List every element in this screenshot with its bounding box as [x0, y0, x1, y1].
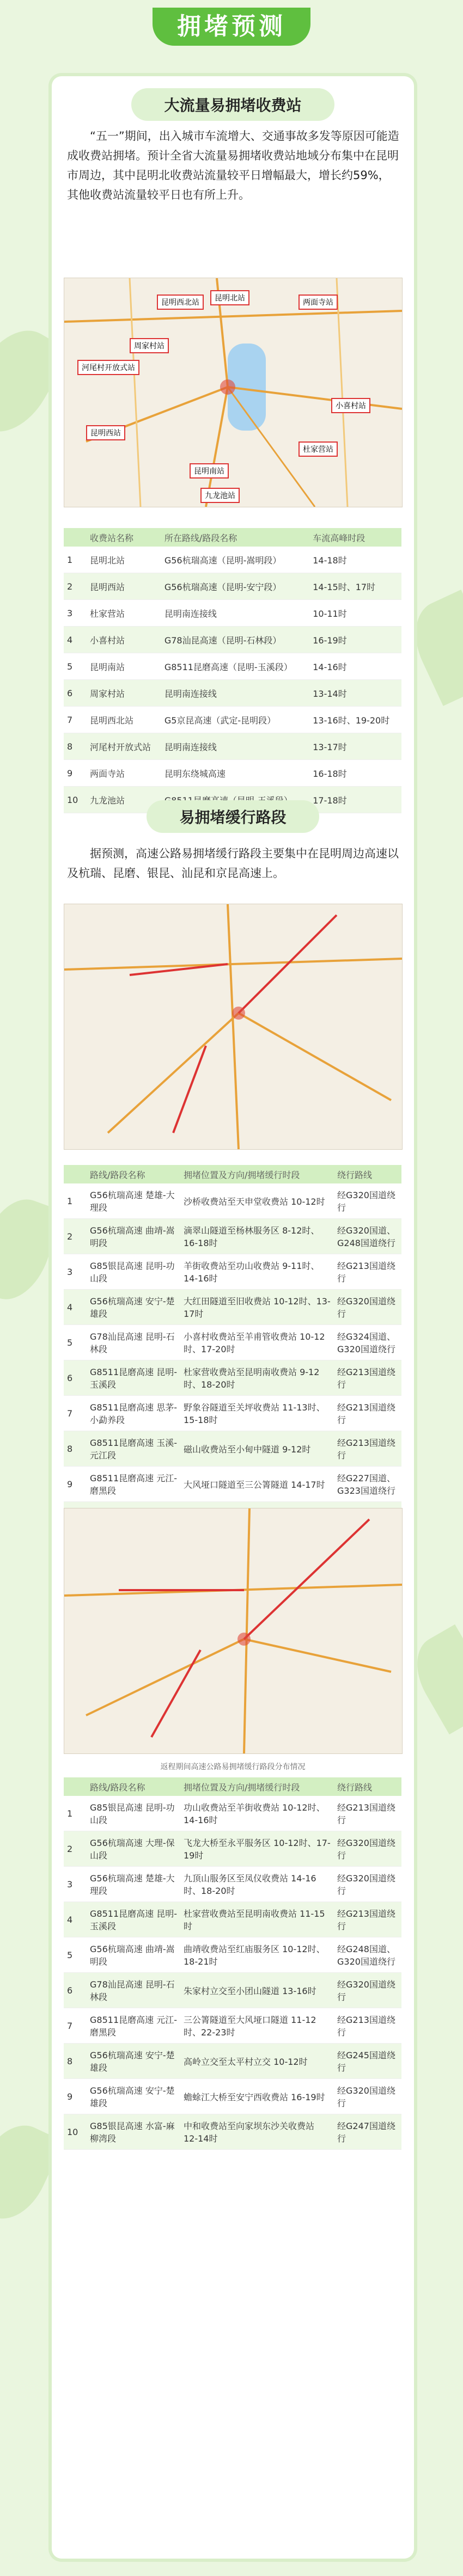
table-cell: 羊街收费站至功山收费站 9-11时、14-16时 — [180, 1254, 334, 1290]
table-cell: 野象谷隧道至关坪收费站 11-13时、15-18时 — [180, 1396, 334, 1431]
table-cell: 经G213国道绕行 — [334, 1796, 401, 1831]
table-cell: 河尾村开放式站 — [87, 733, 161, 760]
table-cell: 大红田隧道至旧收费站 10-12时、13-17时 — [180, 1290, 334, 1325]
table-cell: G8511昆磨高速（昆明-玉溪段） — [161, 653, 309, 680]
table-row — [64, 733, 401, 760]
table-cell: G56杭瑞高速 曲靖-嵩明段 — [87, 1937, 180, 1973]
table-cell: G85银昆高速 昆明-功山段 — [87, 1796, 180, 1831]
table-cell: 3 — [64, 1867, 87, 1902]
table-cell: G56杭瑞高速（昆明-嵩明段） — [161, 547, 309, 573]
table-row — [64, 1290, 401, 1325]
table-row — [64, 1831, 401, 1867]
map-label-8: 昆明南站 — [190, 463, 229, 479]
table-cell: 经G213国道绕行 — [334, 1431, 401, 1467]
table-cell: 蟾蜍江大桥至安宁西收费站 16-19时 — [180, 2079, 334, 2114]
map-label-2: 昆明西站 — [86, 425, 125, 440]
col-header: 路线/路段名称 — [87, 1165, 180, 1183]
table-cell: 7 — [64, 707, 87, 733]
table-cell: 经G227国道、G323国道绕行 — [334, 1467, 401, 1502]
table-cell: 经G320国道绕行 — [334, 2079, 401, 2114]
col-header: 绕行路线 — [334, 1165, 401, 1183]
table-cell: 昆明东绕城高速 — [161, 760, 309, 787]
table-cell: 13-17时 — [309, 733, 401, 760]
table-cell: 7 — [64, 1396, 87, 1431]
table-cell: 昆明南站 — [87, 653, 161, 680]
table-cell: G78汕昆高速 昆明-石林段 — [87, 1325, 180, 1360]
table-cell: 9 — [64, 2079, 87, 2114]
section-title-congested-roads — [52, 800, 414, 833]
table-row — [64, 2079, 401, 2114]
table-cell: 沙桥收费站至天申堂收费站 10-12时 — [180, 1183, 334, 1219]
section-title-text: 易拥堵缓行路段 — [147, 800, 319, 833]
section-title-text: 大流量易拥堵收费站 — [131, 88, 334, 121]
table-cell: 经G245国道绕行 — [334, 2044, 401, 2079]
table-row — [64, 600, 401, 627]
table-cell: 10-11时 — [309, 600, 401, 627]
table-cell: 10 — [64, 787, 87, 813]
table-cell: 4 — [64, 1902, 87, 1937]
table-cell: 2 — [64, 1219, 87, 1254]
map-label-1: 昆明北站 — [210, 290, 249, 305]
table-cell: 经G320国道绕行 — [334, 1183, 401, 1219]
col-header: 拥堵位置及方向/拥堵缓行时段 — [180, 1777, 334, 1796]
table-cell: 5 — [64, 1937, 87, 1973]
table-cell: 小喜村站 — [87, 627, 161, 653]
table-cell: 高岭立交至太平村立交 10-12时 — [180, 2044, 334, 2079]
table-cell: G78汕昆高速（昆明-石林段） — [161, 627, 309, 653]
table-cell: G8511昆磨高速 昆明-玉溪段 — [87, 1360, 180, 1396]
page-title: 拥堵预测 — [153, 8, 310, 46]
table-cell: 昆明西北站 — [87, 707, 161, 733]
table-cell: 磁山收费站至小甸中隧道 9-12时 — [180, 1431, 334, 1467]
table-cell: 功山收费站至羊街收费站 10-12时、14-16时 — [180, 1796, 334, 1831]
map-drawing — [64, 278, 402, 507]
table-row — [64, 653, 401, 680]
table-cell: 杜家营站 — [87, 600, 161, 627]
table-cell: 昆明西站 — [87, 573, 161, 600]
table-header-row — [64, 1777, 401, 1796]
table-cell: 7 — [64, 2008, 87, 2044]
table-cell: 经G320国道、G248国道绕行 — [334, 1219, 401, 1254]
outbound-congestion-map — [64, 904, 403, 1150]
table-row — [64, 1467, 401, 1502]
table-cell: 5 — [64, 653, 87, 680]
table-cell: G56杭瑞高速 曲靖-嵩明段 — [87, 1219, 180, 1254]
table-cell: 9 — [64, 1467, 87, 1502]
map-label-7: 杜家营站 — [298, 441, 338, 457]
table-cell: 两面寺站 — [87, 760, 161, 787]
table-cell: G56杭瑞高速 安宁-楚雄段 — [87, 2044, 180, 2079]
table-row — [64, 627, 401, 653]
toll-station-map — [64, 278, 403, 507]
map-label-4: 周家村站 — [130, 338, 169, 353]
map-drawing — [64, 1508, 402, 1753]
map-label-10: 九龙池站 — [200, 488, 240, 503]
col-header: 所在路线/路段名称 — [161, 528, 309, 547]
table-row — [64, 547, 401, 573]
table-cell: 中和收费站至向家坝东沙关收费站 12-14时 — [180, 2114, 334, 2150]
table-cell: 经G320国道绕行 — [334, 1867, 401, 1902]
table-cell: G56杭瑞高速 楚雄-大理段 — [87, 1183, 180, 1219]
outbound-congestion-table — [64, 1165, 401, 1537]
col-header: 绕行路线 — [334, 1777, 401, 1796]
table-row — [64, 2008, 401, 2044]
table-row — [64, 1937, 401, 1973]
section-title-toll-stations — [52, 88, 414, 121]
table-cell: G8511昆磨高速 昆明-玉溪段 — [87, 1902, 180, 1937]
toll-station-table — [64, 528, 401, 813]
return-congestion-table — [64, 1777, 401, 2150]
return-congestion-map — [64, 1508, 403, 1754]
table-header-row — [64, 528, 401, 547]
table-cell: 经G320国道绕行 — [334, 1831, 401, 1867]
section2-paragraph: 据预测，高速公路易拥堵缓行路段主要集中在昆明周边高速以及杭瑞、昆磨、银昆、汕昆和京昆高速上。 — [67, 847, 399, 880]
table-cell: 8 — [64, 1431, 87, 1467]
table-cell: 经G320国道绕行 — [334, 1973, 401, 2008]
table-cell: 14-15时、17时 — [309, 573, 401, 600]
table-cell: 6 — [64, 1973, 87, 2008]
col-header: 路线/路段名称 — [87, 1777, 180, 1796]
table-row — [64, 573, 401, 600]
table-cell: 昆明南连接线 — [161, 733, 309, 760]
table-cell: G8511昆磨高速 玉溪-元江段 — [87, 1431, 180, 1467]
table-row — [64, 1973, 401, 2008]
table-cell: 三公箐隧道至大风垭口隧道 11-12时、22-23时 — [180, 2008, 334, 2044]
map-label-5: 河尾村开放式站 — [77, 360, 139, 375]
table-row — [64, 1325, 401, 1360]
table-cell: 10 — [64, 2114, 87, 2150]
table-row — [64, 760, 401, 787]
table-cell: 昆明南连接线 — [161, 680, 309, 707]
table-cell: 13-16时、19-20时 — [309, 707, 401, 733]
table-cell: 昆明南连接线 — [161, 600, 309, 627]
table-row — [64, 1902, 401, 1937]
table-row — [64, 1183, 401, 1219]
table-row — [64, 1431, 401, 1467]
col-header: 车流高峰时段 — [309, 528, 401, 547]
table-cell: 1 — [64, 1796, 87, 1831]
table-cell: 经G248国道、G320国道绕行 — [334, 1937, 401, 1973]
table-cell: 大风垭口隧道至三公箐隧道 14-17时 — [180, 1467, 334, 1502]
table-cell: 14-18时 — [309, 547, 401, 573]
table-row — [64, 680, 401, 707]
table-cell: 13-14时 — [309, 680, 401, 707]
table-cell: 9 — [64, 760, 87, 787]
table-row — [64, 1867, 401, 1902]
table-cell: G56杭瑞高速 楚雄-大理段 — [87, 1867, 180, 1902]
col-header: 收费站名称 — [87, 528, 161, 547]
table-row — [64, 1360, 401, 1396]
table-cell: G85银昆高速 昆明-功山段 — [87, 1254, 180, 1290]
table-cell: 杜家营收费站至昆明南收费站 9-12时、18-20时 — [180, 1360, 334, 1396]
table-cell: G56杭瑞高速 安宁-楚雄段 — [87, 2079, 180, 2114]
table-cell: 经G213国道绕行 — [334, 1902, 401, 1937]
table-cell: 1 — [64, 1183, 87, 1219]
map-label-3: 两面寺站 — [298, 295, 338, 310]
table-cell: 2 — [64, 1831, 87, 1867]
table-cell: 经G213国道绕行 — [334, 2008, 401, 2044]
table-cell: 8 — [64, 733, 87, 760]
map-label-9: 昆明西北站 — [157, 295, 204, 310]
table-cell: 小喜村收费站至羊甫管收费站 10-12时、17-20时 — [180, 1325, 334, 1360]
table-cell: G56杭瑞高速（昆明-安宁段） — [161, 573, 309, 600]
table-cell: 杜家营收费站至昆明南收费站 11-15时 — [180, 1902, 334, 1937]
col-header: 拥堵位置及方向/拥堵缓行时段 — [180, 1165, 334, 1183]
section1-paragraph: “五一”期间，出入城市车流增大、交通事故多发等原因可能造成收费站拥堵。预计全省大流量易拥堵收费站地域分布集中在昆明市周边，其中昆明北收费站流量较平日增幅最大，增长约59%，其他收费站流量较平日也有所上升。 — [67, 130, 399, 201]
return-map-caption: 返程期间高速公路易拥堵缓行路段分布情况 — [160, 1763, 306, 1771]
table-cell: G85银昆高速 水富-麻柳湾段 — [87, 2114, 180, 2150]
table-cell: 6 — [64, 680, 87, 707]
table-cell: G78汕昆高速 昆明-石林段 — [87, 1973, 180, 2008]
table-cell: 2 — [64, 573, 87, 600]
table-cell: 6 — [64, 1360, 87, 1396]
header — [0, 0, 463, 76]
table-header-row — [64, 1165, 401, 1183]
table-cell: 8 — [64, 2044, 87, 2079]
table-cell: 滴翠山隧道至杨林服务区 8-12时、16-18时 — [180, 1219, 334, 1254]
table-cell: 经G213国道绕行 — [334, 1254, 401, 1290]
table-cell: 经G213国道绕行 — [334, 1360, 401, 1396]
table-cell: 飞龙大桥至永平服务区 10-12时、17-19时 — [180, 1831, 334, 1867]
table-row — [64, 1396, 401, 1431]
table-cell: 昆明北站 — [87, 547, 161, 573]
map-drawing — [64, 904, 402, 1149]
table-cell: 经G324国道、G320国道绕行 — [334, 1325, 401, 1360]
table-cell: 4 — [64, 627, 87, 653]
table-cell: 16-19时 — [309, 627, 401, 653]
table-cell: G8511昆磨高速 思茅-小勐养段 — [87, 1396, 180, 1431]
content-card — [52, 76, 414, 2559]
table-cell: 经G213国道绕行 — [334, 1396, 401, 1431]
table-cell: 周家村站 — [87, 680, 161, 707]
table-cell: 朱家村立交至小团山隧道 13-16时 — [180, 1973, 334, 2008]
table-row — [64, 1254, 401, 1290]
table-cell: 经G247国道绕行 — [334, 2114, 401, 2150]
table-cell: 3 — [64, 600, 87, 627]
table-cell: 5 — [64, 1325, 87, 1360]
table-cell: G5京昆高速（武定-昆明段） — [161, 707, 309, 733]
table-cell: G56杭瑞高速 安宁-楚雄段 — [87, 1290, 180, 1325]
table-cell: 九龙池站 — [87, 787, 161, 813]
table-row — [64, 2114, 401, 2150]
table-cell: 曲靖收费站至红庙服务区 10-12时、18-21时 — [180, 1937, 334, 1973]
table-cell: 九顶山服务区至凤仪收费站 14-16时、18-20时 — [180, 1867, 334, 1902]
table-row — [64, 1796, 401, 1831]
table-cell: 1 — [64, 547, 87, 573]
table-cell: 14-16时 — [309, 653, 401, 680]
table-row — [64, 1219, 401, 1254]
table-cell: G56杭瑞高速 大理-保山段 — [87, 1831, 180, 1867]
map-label-6: 小喜村站 — [331, 398, 370, 413]
table-cell: 16-18时 — [309, 760, 401, 787]
table-row — [64, 2044, 401, 2079]
table-cell: 17-18时 — [309, 787, 401, 813]
table-cell: 4 — [64, 1290, 87, 1325]
table-row — [64, 707, 401, 733]
table-cell: 3 — [64, 1254, 87, 1290]
table-cell: G8511昆磨高速 元江-磨黑段 — [87, 1467, 180, 1502]
table-cell: G8511昆磨高速 元江-磨黑段 — [87, 2008, 180, 2044]
table-cell: 经G320国道绕行 — [334, 1290, 401, 1325]
